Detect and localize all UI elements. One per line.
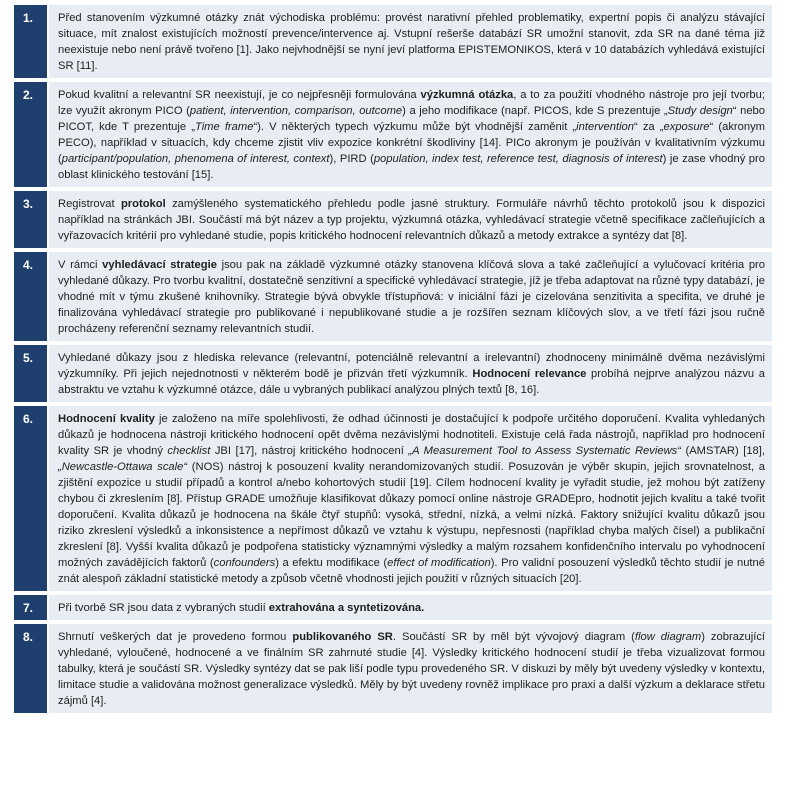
text-run: “ (akronym PECO), například v situacích, kdy chceme zjistit vliv expozice konkrétní škodliviny [14]. PICo akronym je používán v kvalitativním výzkumu ( [58, 121, 765, 165]
row-text [49, 595, 772, 620]
text-run: (AMSTAR) [18], [680, 445, 765, 457]
table-row [14, 595, 772, 620]
row-number: 5. [14, 345, 47, 402]
text-run: . Součástí SR by měl být vývojový diagram ( [392, 631, 635, 643]
text-run: JBI [17], nástroj kritického hodnocení [210, 445, 409, 457]
italic-text: participant/population, phenomena of interest, context [61, 153, 330, 165]
italic-text: „A Measurement Tool to Assess Systematic Reviews“ [408, 445, 681, 457]
row-text [49, 191, 772, 248]
text-run: Registrovat [58, 198, 121, 210]
text-run: Pokud kvalitní a relevantní SR neexistují, je co nejpřesněji formulována [58, 89, 421, 101]
bold-text: výzkumná otázka [420, 89, 514, 101]
italic-text: flow diagram [634, 631, 702, 643]
italic-text: Time frame [194, 121, 254, 133]
text-run: ). Pro validní posouzení výsledků těchto studií je nutné znát alespoň základní statistické metody a způsob včetně vhodnosti jejich použití v různých situacích [20]. [58, 557, 765, 585]
row-text [49, 406, 772, 591]
text-run: (NOS) nástroj k posouzení kvality nerandomizovaných studií. Posuzován je výběr skupin, jejich srovnatelnost, a zjištění expozice u studií případů a kontrol a/nebo kohortových studií [19]. Cílem hodnocení kvality je vyřadit studie, jež mohou být zatíženy chybou či zkreslením [8]. Přístup GRADE umožňuje klasifikovat důkazy pomocí online nástroje GRADEpro, hodnotit jejich kvalitu a také tvořit doporučení. Kvalita důkazů je hodnocena na škále čtyř stupňů: vysoká, střední, nízká, a velmi nízká. Faktory snižující kvalitu důkazů jsou riziko zkreslení výsledků a inkonsistence a nepřímost důkazů ve vztahu k výstupu, nepřesnosti (například chyba malých čísel) a publikační zkreslení [8]. Vyšší kvalita důkazů je podpořena statisticky významnými výsledky a malým rozsahem konfidenčního intervalu po vyhodnocení možných zavádějících faktorů ( [58, 461, 766, 569]
steps-table [14, 5, 772, 713]
table-row [14, 345, 772, 402]
text-run: “). V některých typech výzkumu může být vhodnější zaměnit „ [253, 121, 577, 133]
text-run: jsou pak na základě výzkumné otázky stanovena klíčová slova a také začleňující a vylučovací kritéria pro vyhledané důkazy. Pro tvorbu kvalitní, dostatečně senzitivní a specifické vyhledávací strategie, jíž je třeba adaptovat na různé typy databází, je vhodné mít v týmu zkušené knihovníky. Strategie bývá obvykle třístupňová: v iniciální fázi je cizelována senzitivita a specifita, ve druhé je finalizována vyhledávací strategie pro publikované i nepublikované studie a je rozšířen seznam klíčových slov, a ve třetí fázi jsou ručně procházeny referenční seznamy relevantních studií. [58, 259, 765, 335]
text-run: probíhá nejprve analýzou názvu a abstraktu ve vztahu k výzkumné otázce, dále u vybraných publikací analýzou plných textů [8, 16]. [58, 368, 765, 396]
italic-text: checklist [167, 445, 211, 457]
italic-text: confounders [213, 557, 276, 569]
bold-text: publikovaného SR [292, 631, 393, 643]
text-run: Před stanovením výzkumné otázky znát východiska problému: provést narativní přehled problematiky, expertní popis či analýzu stávající situace, mít znalost existujících možností prevence/intervence aj. Vstupní rešerše databází SR umožní stanovit, zda SR na dané téma již neexistuje nebo není právě tvořeno [1]. Jako nejvhodnější se nyní jeví platforma EPISTEMONIKOS, která v 10 databázích vyhledává existující SR [11]. [58, 12, 765, 72]
text-run: Shrnutí veškerých dat je provedeno formou [58, 631, 293, 643]
text-run: ) a efektu modifikace ( [275, 557, 388, 569]
text-run: ) a jeho modifikace (např. PICOS, kde S prezentuje „ [402, 105, 668, 117]
row-text [49, 252, 772, 341]
table-row [14, 191, 772, 248]
text-run: Při tvorbě SR jsou data z vybraných studií [58, 602, 269, 614]
text-run: je založeno na míře spolehlivosti, že odhad účinnosti je dostačující k podpoře určitého doporučení. Kvalita vyhledaných důkazů je hodnocena nástroji kritického hodnocení opět dvěma nezávislými hodnotiteli. Existuje celá řada nástrojů, například pro hodnocení kvality SR je vhodný [58, 413, 765, 457]
italic-text: „Newcastle-Ottawa scale“ [58, 461, 188, 473]
italic-text: Study design [667, 105, 733, 117]
row-number: 7. [14, 595, 47, 620]
bold-text: Hodnocení kvality [58, 413, 155, 425]
text-run: ), PIRD ( [329, 153, 374, 165]
row-text [49, 82, 772, 187]
text-run: Vyhledané důkazy jsou z hlediska relevance (relevantní, potenciálně relevantní a irelevantní) zhodnoceny minimálně dvěma nezávislými výzkumníky. Při jejich nejednotnosti v některém bodě je přizván třetí výzkumník. [58, 352, 765, 380]
row-number: 3. [14, 191, 47, 248]
text-run: ) je zase vhodný pro oblast klinického testování [15]. [58, 153, 765, 181]
text-run: zamýšleného systematického přehledu podle jasné struktury. Formuláře návrhů těchto protokolů jsou k dispozici například na stránkách JBI. Součástí má být název a typ projektu, výzkumná otázka, vyhledávací strategie včetně specifikace začleňujících a vyřazovacích kritérií pro vyhledané studie, popis kritického hodnocení relevantních důkazů a metody extrakce a syntézy dat [8]. [58, 198, 765, 242]
italic-text: exposure [663, 121, 710, 133]
italic-text: patient, intervention, comparison, outcome [189, 105, 403, 117]
bold-text: protokol [120, 198, 166, 210]
italic-text: effect of modification [387, 557, 491, 569]
table-row [14, 82, 772, 187]
text-run: V rámci [58, 259, 103, 271]
row-text [49, 345, 772, 402]
row-text [49, 624, 772, 713]
row-number: 4. [14, 252, 47, 341]
bold-text: vyhledávací strategie [102, 259, 217, 271]
text-run: ) zobrazující vyhledané, vyloučené, hodnocené a ve finálním SR zahrnuté studie [4]. Výsledky kritického hodnocení studií je třeba vizualizovat formou tabulky, která je součástí SR. Výsledky syntézy dat se pak liší podle typu provedeného SR. V diskuzi by měly být uvedeny výsledky v kontextu, limitace studie a validována možnost generalizace výsledků. Měly by být uvedeny rovněž implikace pro praxi a další výzkum a deklarace střetu zájmů [4]. [58, 631, 766, 707]
italic-text: population, index test, reference test, diagnosis of interest [373, 153, 663, 165]
row-text [49, 5, 772, 78]
table-row [14, 252, 772, 341]
bold-text: extrahována a syntetizována. [268, 602, 425, 614]
text-run: “ za „ [634, 121, 664, 133]
bold-text: Hodnocení relevance [472, 368, 587, 380]
table-row [14, 624, 772, 713]
text-run: “ nebo PICOT, kde T prezentuje „ [58, 105, 765, 133]
row-number: 1. [14, 5, 47, 78]
row-number: 8. [14, 624, 47, 713]
row-number: 2. [14, 82, 47, 187]
table-row [14, 406, 772, 591]
row-number: 6. [14, 406, 47, 591]
italic-text: intervention [576, 121, 634, 133]
text-run: , a to za použití vhodného nástroje pro její tvorbu; lze využít akronym PICO ( [58, 89, 765, 117]
table-row [14, 5, 772, 78]
